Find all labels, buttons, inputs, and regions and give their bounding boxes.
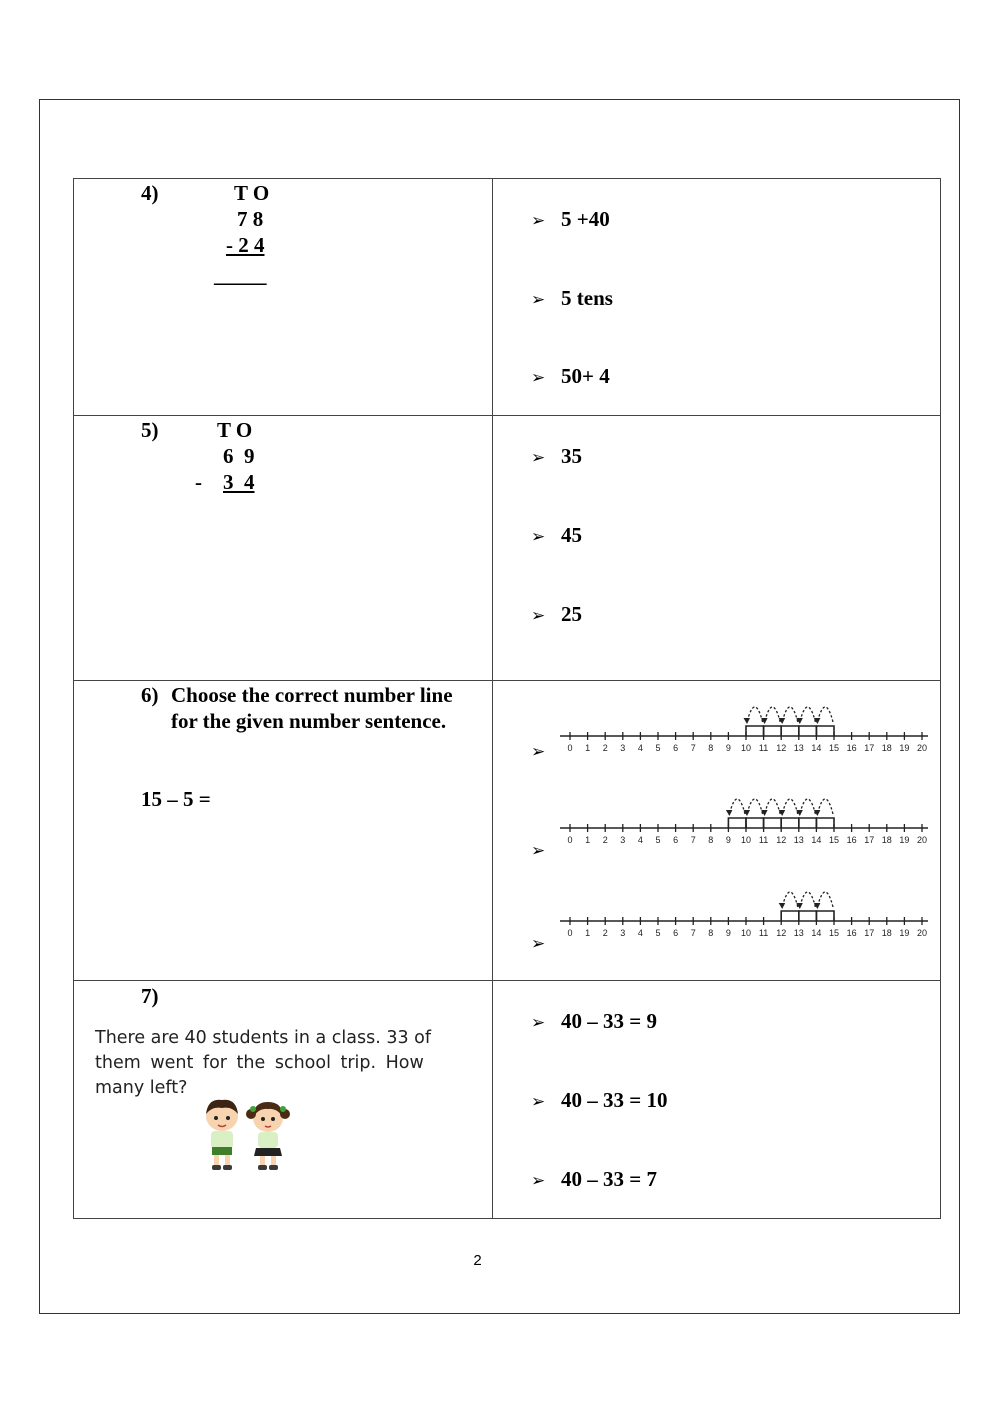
jump-arrowhead <box>726 810 733 816</box>
arrowhead-bullet-icon: ➢ <box>531 211 546 231</box>
arrowhead-bullet-icon[interactable]: ➢ <box>531 934 546 954</box>
jump-arc <box>817 799 833 814</box>
tick-label: 2 <box>602 743 608 753</box>
tick-label: 6 <box>673 928 679 938</box>
tick-label: 17 <box>864 835 875 845</box>
jump-box <box>728 818 746 828</box>
jump-arc <box>765 707 781 722</box>
tick-label: 14 <box>811 743 822 753</box>
jump-box <box>746 726 764 736</box>
tick-label: 3 <box>620 835 626 845</box>
q5-minus-sign: - <box>195 470 202 494</box>
number-line-option-3[interactable] <box>558 877 932 943</box>
q5-option-1[interactable]: ➢ 35 <box>531 443 582 471</box>
tick-label: 0 <box>567 928 573 938</box>
q5-subtrahend: 3 4 <box>223 470 255 494</box>
tick-label: 15 <box>828 743 840 753</box>
tick-label: 7 <box>690 743 696 753</box>
boy-figure <box>206 1100 238 1170</box>
children-illustration <box>198 1098 298 1174</box>
q5-minuend: 6 9 <box>223 444 255 468</box>
q6-number-sentence: 15 – 5 = <box>141 787 211 811</box>
tick-label: 8 <box>708 928 714 938</box>
tick-label: 1 <box>585 743 591 753</box>
arrowhead-bullet-icon: ➢ <box>531 1013 546 1033</box>
arrowhead-bullet-icon[interactable]: ➢ <box>531 841 546 861</box>
tick-label: 9 <box>725 835 731 845</box>
tick-label: 2 <box>602 835 608 845</box>
tick-label: 16 <box>846 928 857 938</box>
tick-label: 3 <box>620 743 626 753</box>
tick-label: 13 <box>793 928 804 938</box>
jump-arc <box>782 799 798 814</box>
q5-number: 5) <box>141 418 159 442</box>
arrowhead-bullet-icon: ➢ <box>531 1092 546 1112</box>
tick-label: 12 <box>776 928 787 938</box>
jump-box <box>799 726 817 736</box>
tick-label: 19 <box>899 835 910 845</box>
q7-option-3[interactable]: ➢ 40 – 33 = 7 <box>531 1166 657 1194</box>
tick-label: 9 <box>725 743 731 753</box>
q5-option-2[interactable]: ➢ 45 <box>531 522 582 550</box>
q7-option-1[interactable]: ➢ 40 – 33 = 9 <box>531 1008 657 1036</box>
arrowhead-bullet-icon: ➢ <box>531 1171 546 1191</box>
tick-label: 11 <box>758 743 769 753</box>
jump-arc <box>800 892 816 907</box>
tick-label: 18 <box>881 743 892 753</box>
tick-label: 1 <box>585 928 591 938</box>
tick-label: 4 <box>637 743 643 753</box>
jump-arc <box>817 707 833 722</box>
q7-option-2[interactable]: ➢ 40 – 33 = 10 <box>531 1087 667 1115</box>
tick-label: 8 <box>708 835 714 845</box>
number-line-option-2[interactable] <box>558 784 932 850</box>
girl-figure <box>246 1102 290 1170</box>
arrowhead-bullet-icon: ➢ <box>531 368 546 388</box>
jump-arc <box>747 799 763 814</box>
tick-label: 18 <box>881 835 892 845</box>
q7-story-line-2: them went for the school trip. How <box>95 1053 424 1073</box>
arrowhead-bullet-icon[interactable]: ➢ <box>531 742 546 762</box>
jump-box <box>781 726 799 736</box>
tick-label: 14 <box>811 928 822 938</box>
row-divider <box>73 680 941 681</box>
tick-label: 8 <box>708 743 714 753</box>
tick-label: 20 <box>916 928 928 938</box>
tick-label: 0 <box>567 835 573 845</box>
jump-box <box>816 818 834 828</box>
tick-label: 5 <box>655 743 661 753</box>
row-divider <box>73 980 941 981</box>
q7-number: 7) <box>141 984 159 1008</box>
jump-arc <box>765 799 781 814</box>
tick-label: 11 <box>758 835 769 845</box>
tick-label: 16 <box>846 835 857 845</box>
arrowhead-bullet-icon: ➢ <box>531 290 546 310</box>
tick-label: 5 <box>655 835 661 845</box>
tick-label: 6 <box>673 835 679 845</box>
tick-label: 10 <box>740 835 752 845</box>
jump-arc <box>782 892 798 907</box>
q4-subtrahend: - 2 4 <box>226 233 265 257</box>
jump-box <box>816 726 834 736</box>
jump-box <box>781 818 799 828</box>
tick-label: 7 <box>690 928 696 938</box>
tick-label: 17 <box>864 928 875 938</box>
tick-label: 15 <box>828 835 840 845</box>
tick-label: 7 <box>690 835 696 845</box>
jump-box <box>764 726 782 736</box>
jump-box <box>816 911 834 921</box>
tick-label: 19 <box>899 928 910 938</box>
jump-arc <box>800 707 816 722</box>
tick-label: 16 <box>846 743 857 753</box>
jump-arc <box>747 707 763 722</box>
tick-label: 6 <box>673 743 679 753</box>
tick-label: 9 <box>725 928 731 938</box>
jump-arrowhead <box>744 718 751 724</box>
q4-number: 4) <box>141 181 159 205</box>
arrowhead-bullet-icon: ➢ <box>531 606 546 626</box>
tick-label: 4 <box>637 835 643 845</box>
row-divider <box>73 415 941 416</box>
q4-place-header: T O <box>234 181 270 205</box>
tick-label: 18 <box>881 928 892 938</box>
q4-option-1[interactable]: ➢ 5 +40 <box>531 206 610 234</box>
jump-box <box>764 818 782 828</box>
tick-label: 14 <box>811 835 822 845</box>
q5-place-header: T O <box>217 418 253 442</box>
jump-arc <box>817 892 833 907</box>
q7-story-line-1: There are 40 students in a class. 33 of <box>95 1028 432 1048</box>
arrowhead-bullet-icon: ➢ <box>531 448 546 468</box>
tick-label: 2 <box>602 928 608 938</box>
jump-arc <box>729 799 745 814</box>
jump-box <box>799 818 817 828</box>
tick-label: 10 <box>740 928 752 938</box>
tick-label: 12 <box>776 835 787 845</box>
tick-label: 10 <box>740 743 752 753</box>
jump-arc <box>800 799 816 814</box>
tick-label: 1 <box>585 835 591 845</box>
q4-minuend: 7 8 <box>237 207 264 231</box>
jump-arc <box>782 707 798 722</box>
jump-box <box>781 911 799 921</box>
number-line-option-1[interactable] <box>558 692 932 758</box>
tick-label: 13 <box>793 835 804 845</box>
tick-label: 19 <box>899 743 910 753</box>
q5-option-3[interactable]: ➢ 25 <box>531 601 582 629</box>
q6-number: 6) <box>141 683 159 707</box>
q6-prompt-line-1: Choose the correct number line <box>171 683 453 707</box>
page-number: 2 <box>473 1252 482 1269</box>
q6-prompt-line-2: for the given number sentence. <box>171 709 447 733</box>
q4-option-3[interactable]: ➢ 50+ 4 <box>531 363 610 391</box>
q7-story-line-3: many left? <box>95 1078 188 1098</box>
tick-label: 15 <box>828 928 840 938</box>
tick-label: 4 <box>637 928 643 938</box>
tick-label: 5 <box>655 928 661 938</box>
jump-box <box>746 818 764 828</box>
tick-label: 3 <box>620 928 626 938</box>
tick-label: 20 <box>916 835 928 845</box>
jump-box <box>799 911 817 921</box>
tick-label: 0 <box>567 743 573 753</box>
arrowhead-bullet-icon: ➢ <box>531 527 546 547</box>
tick-label: 11 <box>758 928 769 938</box>
q4-option-2[interactable]: ➢ 5 tens <box>531 285 613 313</box>
tick-label: 17 <box>864 743 875 753</box>
jump-arrowhead <box>779 903 786 909</box>
tick-label: 20 <box>916 743 928 753</box>
column-divider <box>492 178 493 1219</box>
tick-label: 12 <box>776 743 787 753</box>
tick-label: 13 <box>793 743 804 753</box>
q4-answer-line: _____ <box>214 263 267 287</box>
